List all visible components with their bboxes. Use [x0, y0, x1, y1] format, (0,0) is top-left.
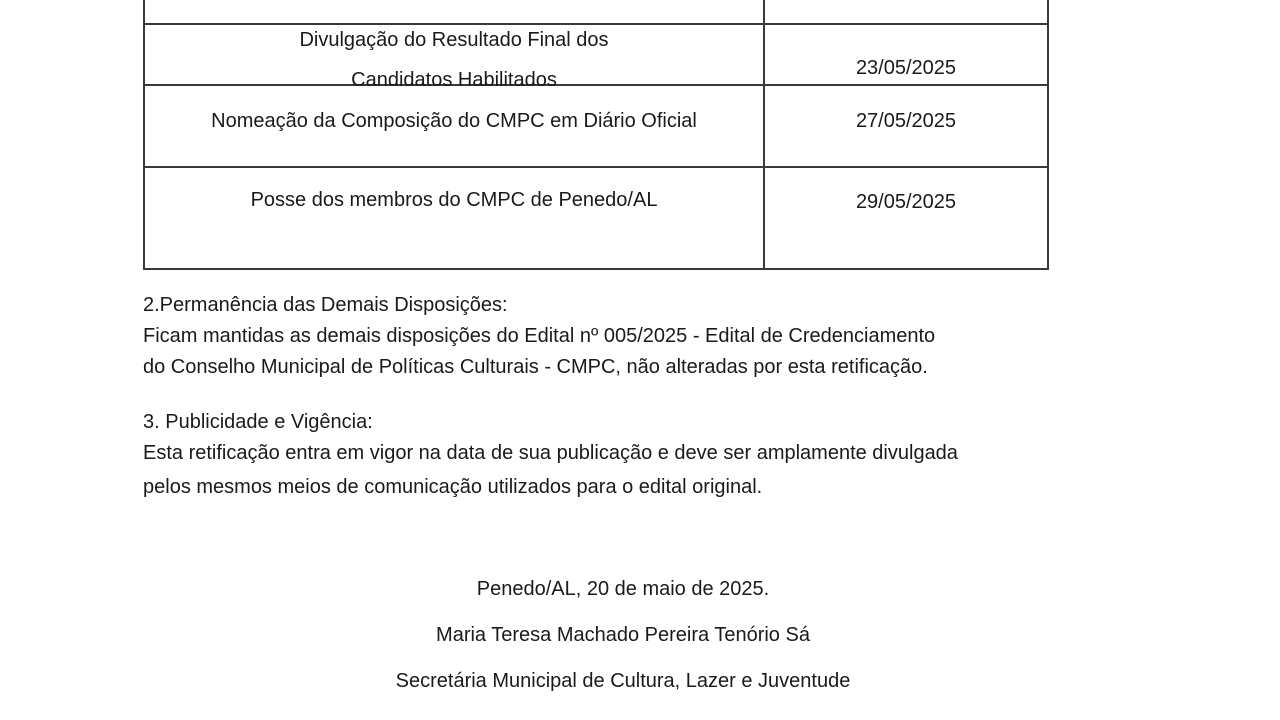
place-date: Penedo/AL, 20 de maio de 2025. [476, 578, 770, 600]
paragraph-line: Esta retificação entra em vigor na data de sua publicação e deve ser amplamente divulgada [143, 442, 958, 464]
table-cell-date: 23/05/2025 [855, 57, 957, 79]
paragraph-line: do Conselho Municipal de Políticas Culturais - CMPC, não alteradas por esta retificação. [143, 356, 928, 378]
table-cell-event-line: Candidatos Habilitados [351, 69, 557, 91]
paragraph-line: pelos mesmos meios de comunicação utilizados para o edital original. [143, 476, 763, 498]
signatory-role: Secretária Municipal de Cultura, Lazer e Juventude [395, 670, 851, 692]
section-heading: 3. Publicidade e Vigência: [143, 411, 373, 433]
table-cell-event [145, 60, 763, 100]
table-cell-event [145, 20, 763, 60]
paragraph-line: Ficam mantidas as demais disposições do Edital nº 005/2025 - Edital de Credenciamento [143, 325, 936, 347]
signatory-name: Maria Teresa Machado Pereira Tenório Sá [436, 624, 810, 646]
table-cell-date: 27/05/2025 [855, 110, 957, 132]
table-rule [143, 166, 1049, 168]
table-rule [1047, 0, 1049, 270]
table-cell-event-line: Divulgação do Resultado Final dos [299, 29, 609, 51]
table-cell-date [765, 0, 1047, 10]
table-rule [143, 268, 1049, 270]
section-heading: 2.Permanência das Demais Disposições: [143, 294, 508, 316]
table-cell-event: Posse dos membros do CMPC de Penedo/AL [250, 189, 658, 211]
table-cell-date: 29/05/2025 [855, 191, 957, 213]
table-cell-event: Nomeação da Composição do CMPC em Diário Oficial [211, 110, 697, 132]
schedule-table [143, 0, 1049, 270]
